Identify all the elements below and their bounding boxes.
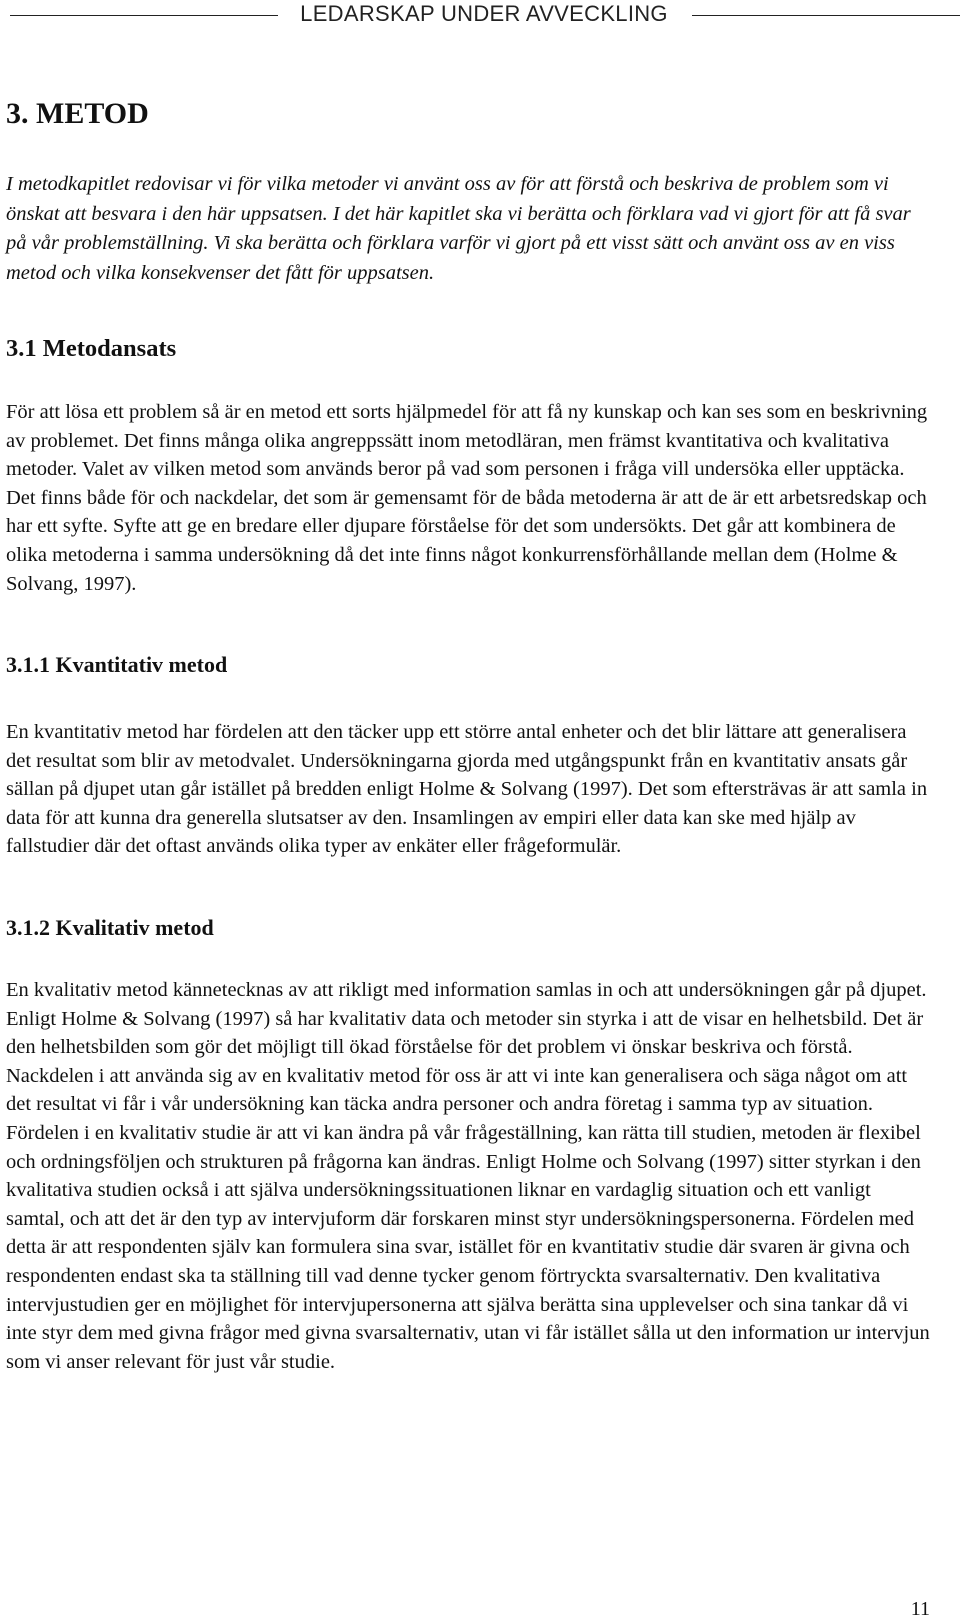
header-rule-left [10,15,278,16]
section-heading-kvantitativ: 3.1.1 Kvantitativ metod [6,652,228,677]
section-body-metodansats: För att lösa ett problem så är en metod ett sorts hjälpmedel för att få ny kunskap och kan ses som en beskrivning av problemet. Det finns många olika angreppssätt inom metodläran, men främst kvantitativa och kvalitativa metoder. Valet av vilken metod som används beror på vad som personen i fråga vill undersöka eller upptäcka. Det finns både för och nackdelar, det som är gemensamt för de båda metoderna är att de är ett arbetsredskap och har ett syfte. Syfte att ge en bredare eller djupare förståelse för det som undersökts. Det går att kombinera de olika metoderna i samma undersökning då det inte finns något konkurrensförhållande mellan dem (Holme & Solvang, 1997). [6,401,928,595]
chapter-title: 3. METOD [6,97,149,130]
section-heading-metodansats: 3.1 Metodansats [6,335,177,362]
section-body-kvalitativ: En kvalitativ metod kännetecknas av att rikligt med information samlas in och att undersökningen går på djupet. Enligt Holme & Solvang (1997) så har kvalitativ data och metoder sin styrka i att de visar en helhetsbild. Det är den helhetsbilden som gör det möjligt till ökad förståelse för det problem vi önskar beskriva och förstå. Nackdelen i att använda sig av en kvalitativ metod för oss är att vi inte kan generalisera och säga något om att det resultat vi får i vår undersökning kan täcka andra personer och andra företag i samma typ av situation. Fördelen i en kvalitativ studie är att vi kan ändra på vår frågeställning, kan rätta till studien, metoden är flexibel och ordningsföljen och strukturen på frågorna kan ändras. Enligt Holme och Solvang (1997) sitter styrkan i den kvalitativa studien också i att själva undersökningssituationen liknar en vardaglig situation och ett vanligt samtal, och att det är den typ av intervjuform där forskaren minst styr undersökningspersonerna. Fördelen med detta är att respondenten själv kan formulera sina svar, istället för en kvantitativ studie där svaren är givna och respondenten endast ska ta ställning till vad denne tycker genom förtryckta svarsalternativ. Den kvalitativa intervjustudien ger en möjlighet för intervjupersonerna att själva berätta sina upplevelser och sina tankar då vi inte styr dem med givna frågor med givna svarsalternativ, utan vi får istället sålla ut den information ur intervjun som vi anser relevant för just vår studie. [6,979,930,1373]
page-number: 11 [910,1598,930,1620]
running-header [0,0,960,28]
section-body-kvantitativ: En kvantitativ metod har fördelen att den täcker upp ett större antal enheter och det blir lättare att generalisera det resultat som blir av metodvalet. Undersökningarna gjorda med utgångspunkt från en kvantitativ ansats går sällan på djupet utan går istället på bredden enligt Holme & Solvang (1997). Det som eftersträvas är att samla in data för att kunna dra generella slutsatser av den. Insamlingen av empiri eller data kan ske med hjälp av fallstudier där det oftast används olika typer av enkäter eller frågeformulär. [6,721,928,858]
section-heading-kvalitativ: 3.1.2 Kvalitativ metod [6,915,214,940]
header-rule-right [692,15,960,16]
chapter-intro: I metodkapitlet redovisar vi för vilka metoder vi använt oss av för att förstå och beskriva de problem som vi önskat att besvara i den här uppsatsen. I det här kapitlet ska vi berätta och förklara vad vi gjort för att få svar på vår problemställning. Vi ska berätta och förklara varför vi gjort på ett visst sätt och använt oss av en viss metod och vilka konsekvenser det fått för uppsatsen. [6,173,911,284]
running-title: LEDARSKAP UNDER AVVECKLING [300,1,668,26]
